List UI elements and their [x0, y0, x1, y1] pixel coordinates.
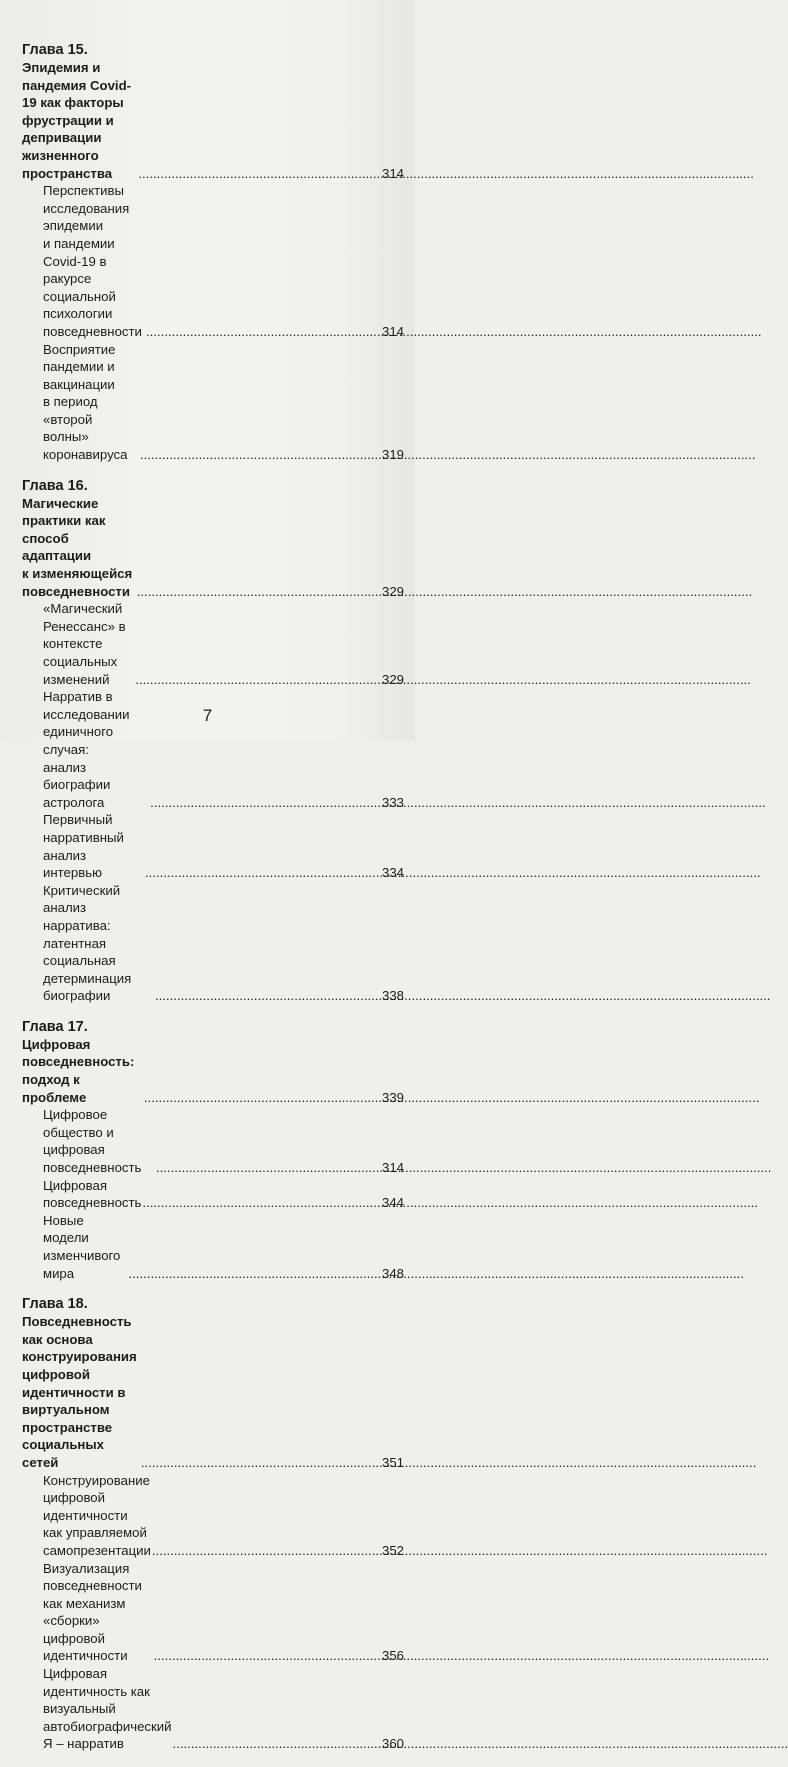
dot-leader [145, 864, 381, 882]
toc-item-line: как управляемой самопрезентации [43, 1525, 151, 1558]
toc-item [22, 811, 404, 881]
chapter-title-page: 329 [381, 583, 404, 599]
toc-item-line: Критический анализ нарратива: [43, 882, 121, 933]
toc-item-line: «Магический Ренессанс» в контексте [43, 601, 126, 652]
chapter-block [22, 42, 404, 464]
dot-leader [142, 1194, 381, 1212]
toc-item-page: 329 [381, 671, 404, 687]
toc-item-page: 338 [381, 988, 404, 1004]
toc-item-page: 348 [381, 1265, 404, 1281]
chapter-title-line: фрустрации и депривации жизненного [22, 112, 114, 163]
dot-leader [144, 1089, 381, 1107]
chapter-title-text [22, 495, 136, 601]
toc-item-line: Перспективы исследования эпидемии [43, 183, 130, 234]
chapter-title [22, 495, 404, 601]
toc-item-line: и пандемии Covid-19 в ракурсе социальной [43, 235, 116, 304]
toc-item [22, 600, 404, 688]
table-of-contents [22, 42, 404, 1767]
toc-item-text [43, 811, 144, 881]
toc-item [22, 1665, 404, 1753]
toc-item-line: психологии повседневности [43, 306, 142, 339]
toc-item-line: Нарратив в исследовании единичного случая: [43, 689, 130, 757]
dot-leader [128, 1265, 381, 1283]
toc-item [22, 182, 404, 340]
dot-leader [152, 1542, 381, 1560]
dot-leader [173, 1735, 381, 1753]
toc-item-text [43, 1665, 172, 1753]
dot-leader [135, 671, 381, 689]
chapter-block [22, 1019, 404, 1282]
chapter-title-line: Магические практики как способ адаптации [22, 495, 106, 564]
chapter-title-line: пространства [22, 165, 113, 181]
dot-leader [141, 1454, 381, 1472]
toc-item-text [43, 600, 134, 688]
toc-item-text [43, 182, 145, 340]
toc-item-line: Новые модели изменчивого мира [43, 1212, 121, 1281]
chapter-title-text [22, 59, 137, 182]
toc-item-page: 352 [381, 1542, 404, 1558]
toc-item [22, 882, 404, 1005]
chapter-title-line: Повседневность как основа конструирования [22, 1314, 137, 1365]
chapter-label: Глава 17. [22, 1018, 88, 1035]
chapter-label: Глава 15. [22, 42, 88, 58]
dot-leader [146, 323, 381, 341]
toc-item-line: Цифровая повседневность [43, 1177, 142, 1211]
toc-item [22, 1177, 404, 1212]
chapter-title-text [22, 1313, 140, 1471]
chapter-title [22, 1313, 404, 1471]
toc-item-line: социальных изменений [43, 654, 118, 687]
toc-item-page: 333 [381, 794, 404, 810]
chapter-title-line: цифровой идентичности в виртуальном [22, 1366, 126, 1418]
toc-item-text [43, 341, 139, 464]
toc-item-line: анализ биографии астролога [43, 759, 111, 810]
chapter-title-page: 351 [381, 1454, 404, 1470]
toc-item-line: как механизм «сборки» цифровой идентичности [43, 1595, 128, 1664]
dot-leader [155, 987, 381, 1005]
toc-item-line: Цифровое общество и цифровая повседневность [43, 1107, 142, 1176]
toc-item [22, 1106, 404, 1176]
toc-item-page: 344 [381, 1195, 404, 1211]
toc-item-text [43, 1106, 155, 1176]
toc-item-line: Конструирование цифровой идентичности [43, 1472, 150, 1523]
chapter-title-line: Эпидемия и пандемия Covid-19 как факторы [22, 60, 132, 111]
dot-leader [156, 1159, 381, 1177]
chapter-label: Глава 18. [22, 1296, 88, 1313]
toc-item-page: 314 [381, 1160, 404, 1176]
toc-item-line: в период «второй волны» коронавируса [43, 394, 128, 463]
toc-item-text [43, 1560, 153, 1666]
toc-item-text [43, 882, 154, 1005]
toc-item-line: автобиографический Я – нарратив [43, 1718, 172, 1752]
toc-item-line: Цифровая идентичность как визуальный [43, 1666, 150, 1717]
toc-item-page: 360 [381, 1736, 404, 1752]
chapter-block [22, 478, 404, 1005]
dot-leader [154, 1647, 381, 1665]
dot-leader [137, 583, 381, 601]
chapter-title [22, 59, 404, 182]
toc-item-page: 314 [381, 323, 404, 339]
toc-item-line: латентная социальная детерминация биографии [43, 935, 132, 1004]
chapter-title-text [22, 1036, 143, 1106]
toc-item-line: Восприятие пандемии и вакцинации [43, 341, 116, 392]
chapter-label: Глава 16. [22, 477, 88, 494]
toc-item [22, 1472, 404, 1560]
toc-item-page: 319 [381, 447, 404, 463]
chapter-title-line: Цифровая повседневность: подход к проблеме [22, 1036, 135, 1105]
chapter-title-page: 339 [381, 1089, 404, 1105]
dot-leader [138, 165, 381, 183]
chapter-title-line: к изменяющейся повседневности [22, 566, 133, 599]
toc-item-page: 356 [381, 1648, 404, 1664]
toc-item-text [43, 1212, 127, 1282]
chapter-title-line: пространстве социальных сетей [22, 1419, 113, 1470]
toc-item-text [43, 1177, 141, 1212]
toc-item-line: Визуализация повседневности [43, 1560, 142, 1594]
dot-leader [150, 794, 381, 812]
toc-item-text [43, 1472, 151, 1560]
page-number: 7 [202, 706, 213, 725]
chapter-title-page: 314 [381, 165, 404, 181]
toc-item [22, 1212, 404, 1282]
chapter-title [22, 1036, 404, 1106]
toc-item [22, 341, 404, 464]
toc-item-line: Первичный нарративный анализ интервью [43, 812, 124, 881]
toc-item-page: 334 [381, 865, 404, 881]
dot-leader [140, 446, 381, 464]
toc-item [22, 1560, 404, 1666]
chapter-block [22, 1296, 404, 1753]
